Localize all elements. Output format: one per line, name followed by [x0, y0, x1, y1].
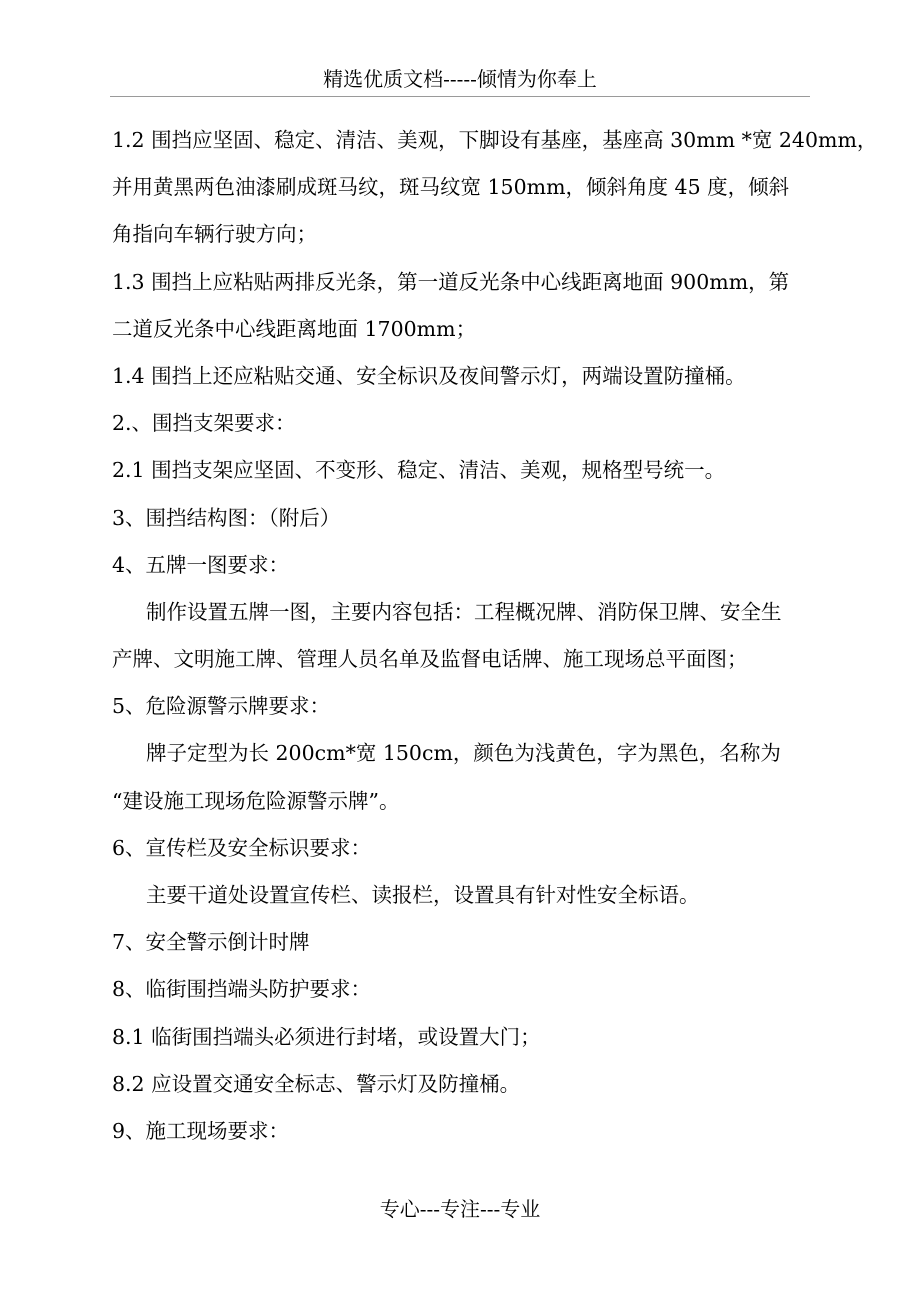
text-line: 1.4 围挡上还应粘贴交通、安全标识及夜间警示灯，两端设置防撞桶。: [112, 363, 746, 388]
page-header: 精选优质文档-----倾情为你奉上: [110, 62, 810, 97]
document-body: [112, 117, 878, 1155]
text-line: 产牌、文明施工牌、管理人员名单及监督电话牌、施工现场总平面图；: [112, 647, 748, 672]
text-line: 2.1 围挡支架应坚固、不变形、稳定、清洁、美观，规格型号统一。: [112, 458, 726, 483]
text-line: 并用黄黑两色油漆刷成斑马纹，斑马纹宽 150mm，倾斜角度 45 度，倾斜: [112, 175, 790, 200]
text-line: 9、施工现场要求：: [112, 1118, 290, 1143]
text-line: 4、五牌一图要求：: [112, 552, 290, 577]
text-line: 7、安全警示倒计时牌: [112, 930, 310, 955]
text-line: 制作设置五牌一图，主要内容包括：工程概况牌、消防保卫牌、安全生: [146, 599, 782, 624]
text-line: 8.1 临街围挡端头必须进行封堵，或设置大门；: [112, 1024, 541, 1049]
text-line: 1.2 围挡应坚固、稳定、清洁、美观，下脚设有基座，基座高 30mm *宽 240mm，: [112, 128, 878, 152]
text-line: 角指向车辆行驶方向；: [112, 222, 317, 247]
text-line: 1.3 围挡上应粘贴两排反光条，第一道反光条中心线距离地面 900mm，第: [112, 269, 790, 294]
page-footer: 专心---专注---专业: [379, 1197, 541, 1221]
text-line: 6、宣传栏及安全标识要求：: [112, 835, 372, 860]
text-line: 5、危险源警示牌要求：: [112, 694, 331, 719]
text-line: 二道反光条中心线距离地面 1700mm；: [112, 316, 477, 341]
text-line: “建设施工现场危险源警示牌”。: [112, 788, 400, 813]
text-line: 2.、围挡支架要求：: [112, 411, 296, 436]
text-line: 3、围挡结构图：（附后）: [112, 505, 341, 530]
text-line: 牌子定型为长 200cm*宽 150cm，颜色为浅黄色，字为黑色，名称为: [146, 741, 781, 766]
text-line: 8、临街围挡端头防护要求：: [112, 977, 372, 1002]
text-line: 主要干道处设置宣传栏、读报栏，设置具有针对性安全标语。: [146, 883, 700, 907]
text-line: 8.2 应设置交通安全标志、警示灯及防撞桶。: [112, 1071, 521, 1096]
